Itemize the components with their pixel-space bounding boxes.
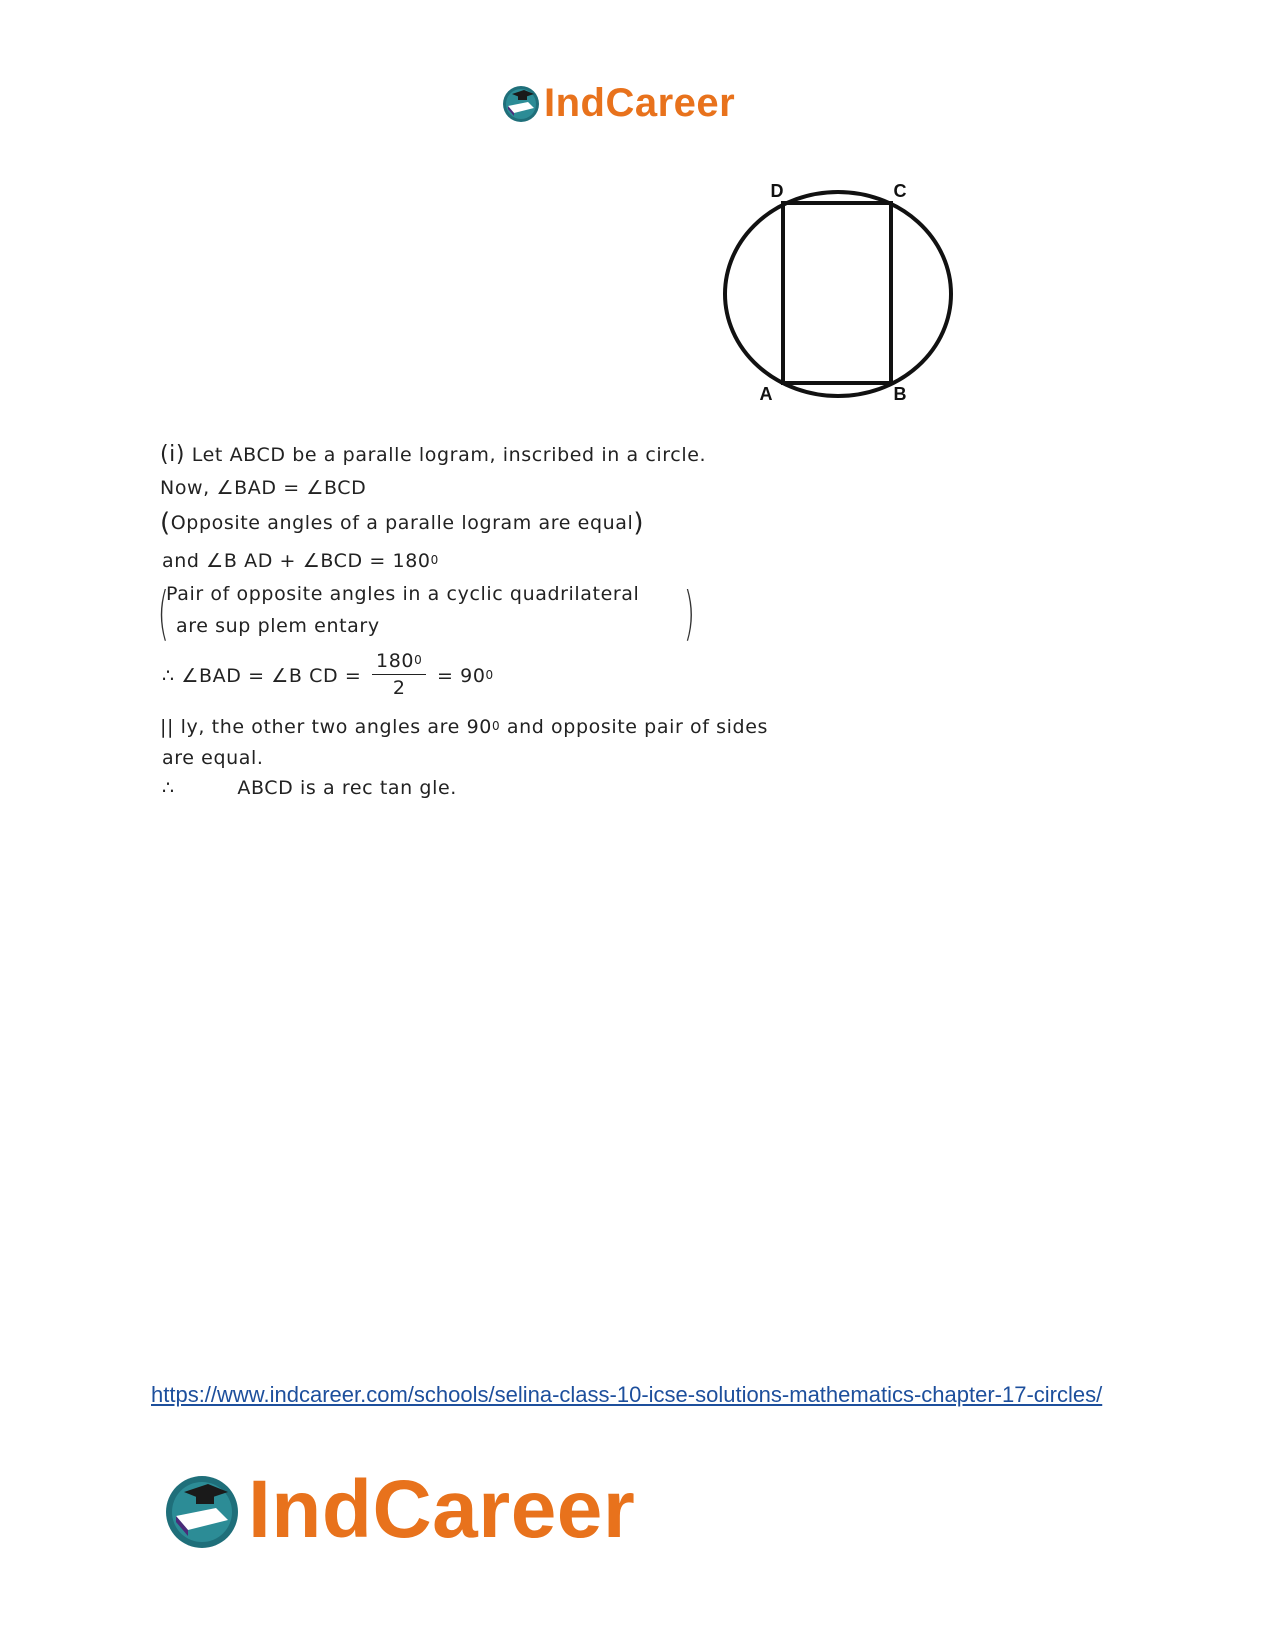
solution-line-9 (162, 777, 457, 799)
line9-text: ABCD is a rec tan gle. (237, 777, 457, 799)
left-bracket: ( (157, 579, 169, 647)
solution-line-8: are equal. (162, 747, 264, 769)
part-label: (i) (160, 442, 186, 467)
footer-logo (160, 1465, 635, 1555)
line4-degree: 0 (430, 553, 439, 567)
graduation-book-icon (160, 1468, 244, 1552)
line4-text: and ∠B AD + ∠BCD = 180 (162, 550, 431, 572)
header-logo (500, 78, 735, 128)
solution-line-2: Now, ∠BAD = ∠BCD (160, 477, 367, 499)
solution-line-4 (162, 550, 439, 572)
solution-line-7: || ly, the other two angles are $90^0$ and opposite pair of sides (160, 716, 768, 738)
line7-text: || ly, the other two angles are 90 (160, 716, 492, 738)
line6-prefix: ∴ ∠BAD = ∠B CD = (162, 665, 362, 687)
solution-line-1 (160, 442, 706, 467)
cyclic-rectangle-figure (720, 180, 980, 420)
line3-text: Opposite angles of a paralle logram are equal (170, 512, 634, 534)
label-b: B (893, 384, 907, 404)
label-a: A (759, 384, 773, 404)
fraction-denominator: 2 (392, 677, 406, 699)
source-link[interactable]: https://www.indcareer.com/schools/selina-class-10-icse-solutions-mathematics-chapter-17-circles/ (151, 1382, 1103, 1407)
solution-line-5a: Pair of opposite angles in a cyclic quadrilateral (166, 583, 640, 605)
solution-line-6: ∴ ∠BAD = ∠B CD = $\frac{180^0}{2}$ = $90^0$ (162, 650, 494, 699)
fraction: $\frac{180^0}{2}$ (372, 650, 426, 699)
therefore-symbol: ∴ (162, 777, 175, 799)
label-d: D (770, 181, 784, 201)
line7-rest: and opposite pair of sides (506, 716, 768, 738)
solution-line-3: (Opposite angles of a paralle logram are equal) (160, 508, 645, 538)
circle (725, 192, 951, 396)
line1-text: Let ABCD be a paralle logram, inscribed in a circle. (191, 444, 707, 466)
rectangle-abcd (783, 203, 891, 383)
label-c: C (893, 181, 907, 201)
line6-result: = 90 (437, 665, 486, 687)
right-bracket: ) (683, 579, 695, 647)
solution-line-5b: are sup plem entary (176, 615, 380, 637)
brand-name: IndCareer (544, 80, 736, 125)
graduation-book-icon (500, 82, 542, 124)
brand-name-footer: IndCareer (248, 1464, 636, 1555)
fraction-numerator: 180 (376, 650, 415, 672)
